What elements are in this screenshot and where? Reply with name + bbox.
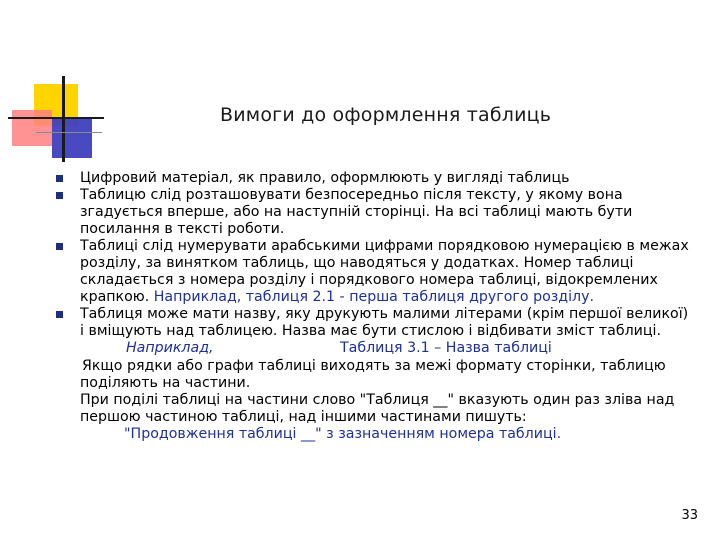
decor-blue-square bbox=[52, 118, 92, 158]
bullet-square-icon bbox=[56, 175, 63, 182]
bullet-square-icon bbox=[56, 192, 63, 199]
paragraph bbox=[56, 426, 696, 443]
bullet-item bbox=[56, 306, 696, 340]
decor-red-square bbox=[12, 110, 52, 146]
slide-title: Вимоги до оформлення таблиць bbox=[220, 104, 552, 126]
bullet-item bbox=[56, 170, 696, 187]
paragraph-text: Якщо рядки або графи таблиці виходять за межі формату сторінки, таблицю поділяють на частини. bbox=[80, 358, 666, 391]
decor-horizontal-line bbox=[8, 117, 104, 119]
paragraph bbox=[56, 358, 696, 392]
example-row bbox=[56, 340, 696, 358]
decor-vertical-line bbox=[62, 76, 65, 162]
bullet-text: Таблиця може мати назву, яку друкують малими літерами (крім першої великої) і вміщують над таблицею. Назва має бути стислою і відбивати зміст таблиці. bbox=[80, 306, 689, 339]
example-label: Наприклад, bbox=[126, 340, 214, 356]
bullet-example-text: Наприклад, таблиця 2.1 - перша таблиця другого розділу. bbox=[153, 289, 595, 305]
bullet-item bbox=[56, 238, 696, 306]
paragraph bbox=[56, 392, 696, 426]
decor-horizontal-line-gray bbox=[36, 132, 102, 133]
paragraph-text: При поділі таблиці на частини слово "Таблиця __" вказують один раз зліва над першою частиною таблиці, над іншими частинами пишуть: bbox=[80, 392, 675, 425]
bullet-text: Таблиці слід нумерувати арабськими цифрами порядковою нумерацією в межах розділу, за винятком таблиць, що наводяться у додатках. Номер таблиці складається з номера розділу і порядкового номера таблиці, відокремлених крапкою. bbox=[80, 238, 689, 305]
bullet-square-icon bbox=[56, 311, 63, 318]
example-table-caption: Таблиця 3.1 – Назва таблиці bbox=[340, 340, 552, 356]
bullet-item bbox=[56, 187, 696, 238]
bullet-square-icon bbox=[56, 243, 63, 250]
bullet-text: Таблицю слід розташовувати безпосередньо після тексту, у якому вона згадується вперше, або на наступній сторінці. На всі таблиці мають бути посилання в тексті роботи. bbox=[80, 187, 633, 237]
bullet-text: Цифровий матеріал, як правило, оформлюють у вигляді таблиць bbox=[80, 170, 570, 186]
page-number: 33 bbox=[681, 508, 698, 523]
slide-content bbox=[56, 170, 696, 443]
continuation-text: "Продовження таблиці __" з зазначенням номера таблиці. bbox=[124, 426, 562, 442]
